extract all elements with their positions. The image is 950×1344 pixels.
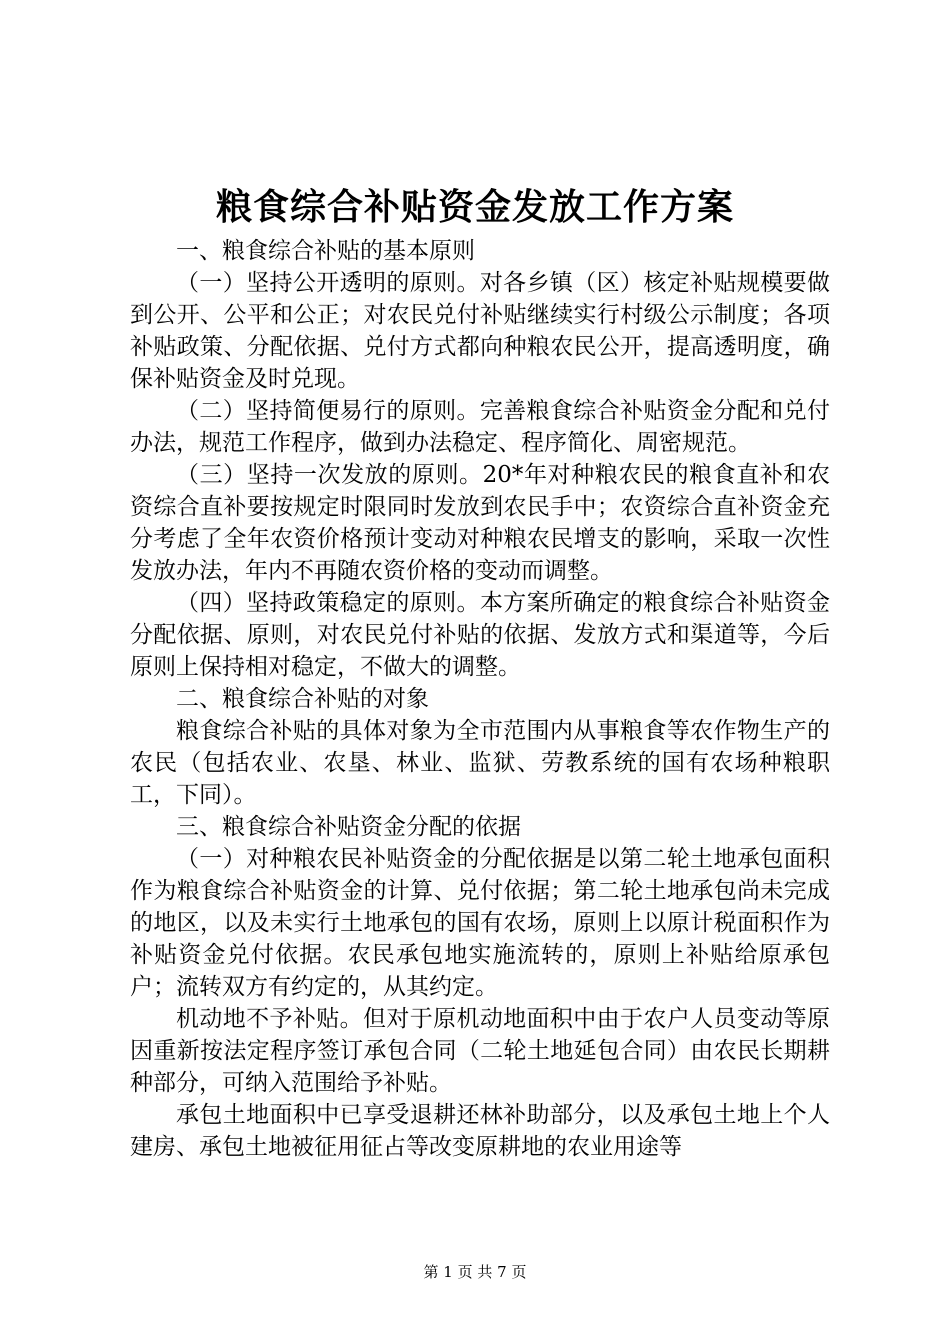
- document-title: 粮食综合补贴资金发放工作方案: [215, 187, 734, 228]
- section-heading: 二、粮食综合补贴的对象: [176, 686, 429, 712]
- paragraph: （四）坚持政策稳定的原则。本方案所确定的粮食综合补贴资金分配依据、原则，对农民兑付补贴的依据、发放方式和渠道等，今后原则上保持相对稳定，不做大的调整。: [130, 590, 830, 680]
- section-heading: 一、粮食综合补贴的基本原则: [176, 238, 475, 264]
- paragraph: 粮食综合补贴的具体对象为全市范围内从事粮食等农作物生产的农民（包括农业、农垦、林业、监狱、劳教系统的国有农场种粮职工，下同）。: [130, 718, 830, 808]
- paragraph: 承包土地面积中已享受退耕还林补助部分，以及承包土地上个人建房、承包土地被征用征占等改变原耕地的农业用途等: [130, 1102, 830, 1160]
- section-heading: 三、粮食综合补贴资金分配的依据: [176, 814, 521, 840]
- paragraph: （二）坚持简便易行的原则。完善粮食综合补贴资金分配和兑付办法，规范工作程序，做到办法稳定、程序简化、周密规范。: [130, 398, 830, 456]
- paragraph: （三）坚持一次发放的原则。20*年对种粮农民的粮食直补和农资综合直补要按规定时限同时发放到农民手中；农资综合直补资金充分考虑了全年农资价格预计变动对种粮农民增支的影响，采取一次性发放办法，年内不再随农资价格的变动而调整。: [130, 462, 830, 584]
- paragraph: （一）坚持公开透明的原则。对各乡镇（区）核定补贴规模要做到公开、公平和公正；对农民兑付补贴继续实行村级公示制度；各项补贴政策、分配依据、兑付方式都向种粮农民公开，提高透明度，确保补贴资金及时兑现。: [130, 270, 830, 392]
- paragraph: （一）对种粮农民补贴资金的分配依据是以第二轮土地承包面积作为粮食综合补贴资金的计算、兑付依据；第二轮土地承包尚未完成的地区，以及未实行土地承包的国有农场，原则上以原计税面积作为补贴资金兑付依据。农民承包地实施流转的，原则上补贴给原承包户；流转双方有约定的，从其约定。: [130, 846, 830, 1000]
- page-number-footer: 第 1 页 共 7 页: [423, 1263, 527, 1281]
- paragraph: 机动地不予补贴。但对于原机动地面积中由于农户人员变动等原因重新按法定程序签订承包合同（二轮土地延包合同）由农民长期耕种部分，可纳入范围给予补贴。: [130, 1006, 830, 1096]
- document-body: [130, 235, 830, 1163]
